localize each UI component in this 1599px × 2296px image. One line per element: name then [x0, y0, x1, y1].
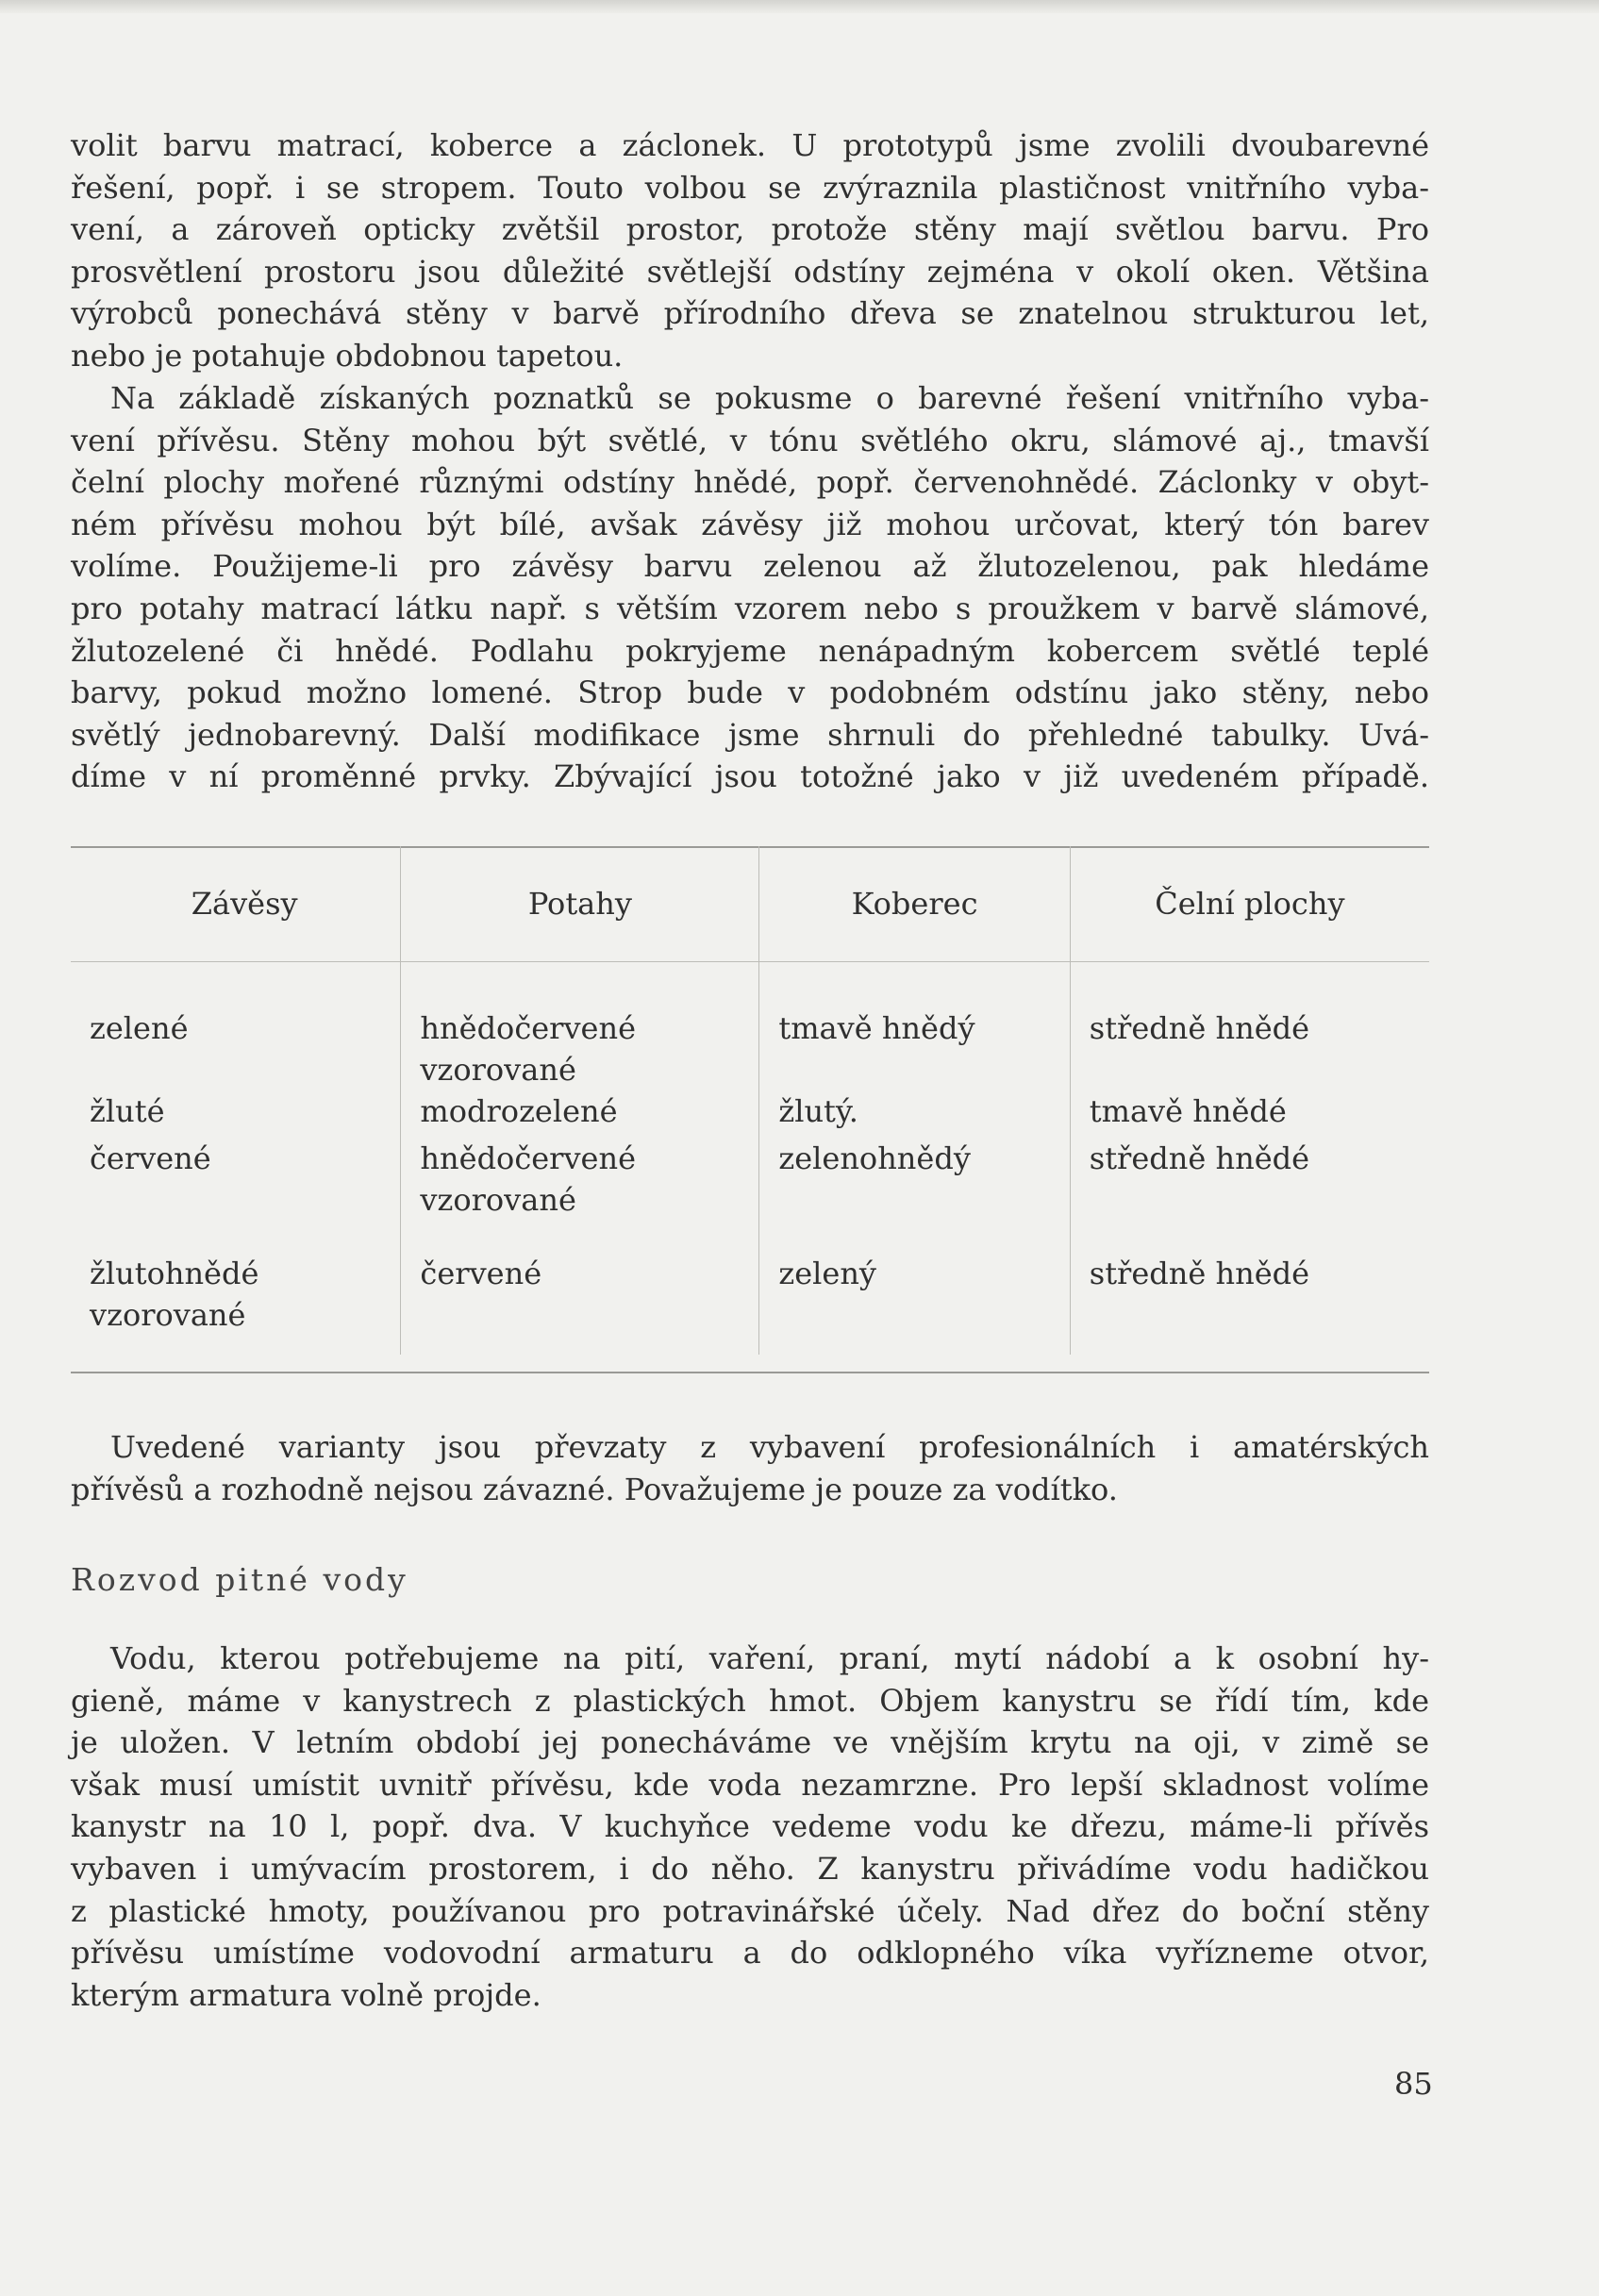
- table-cell: červené: [90, 1140, 211, 1176]
- paragraph-2: [71, 377, 1429, 798]
- table-cell: středně hnědé: [1070, 962, 1429, 1091]
- text-line: žlutozelené či hnědé. Podlahu pokryjeme nenápadným kobercem světlé teplé: [71, 632, 1429, 669]
- scan-top-edge: [0, 0, 1599, 13]
- text-line: čelní plochy mořené různými odstíny hnědé, popř. červenohnědé. Záclonky v obyt-: [71, 464, 1429, 501]
- text-line: volit barvu matrací, koberce a záclonek. U prototypů jsme zvolili dvoubarevné: [71, 127, 1429, 163]
- table-row: [71, 1090, 1429, 1138]
- text-line: pro potahy matrací látku např. s větším vzorem nebo s proužkem v barvě slámové,: [71, 590, 1429, 626]
- text-line: však musí umístit uvnitř přívěsu, kde voda nezamrzne. Pro lepší skladnost volíme: [71, 1766, 1429, 1803]
- text-line: ném přívěsu mohou být bílé, avšak závěsy již mohou určovat, který tón barev: [71, 506, 1429, 542]
- table-row: [71, 962, 1429, 1091]
- text-line: Vodu, kterou potřebujeme na pití, vaření, praní, mytí nádobí a k osobní hy-: [110, 1640, 1429, 1676]
- paragraph-3: [71, 1426, 1429, 1510]
- text-line: kanystr na 10 l, popř. dva. V kuchyňce vedeme vodu ke dřezu, máme-li přívěs: [71, 1808, 1429, 1845]
- column-header-celni-plochy: Čelní plochy: [1070, 846, 1429, 962]
- text-line: kterým armatura volně projde.: [71, 1976, 541, 2013]
- table-cell: hnědočervené vzorované: [401, 962, 759, 1091]
- text-line: světlý jednobarevný. Další modifikace jsme shrnuli do přehledné tabulky. Uvá-: [71, 716, 1429, 753]
- table-cell: žlutý.: [759, 1090, 1070, 1138]
- text-line: Uvedené varianty jsou převzaty z vybavení profesionálních i amatérských: [110, 1429, 1429, 1465]
- color-variants-table: [71, 846, 1429, 1355]
- text-line: volíme. Použijeme-li pro závěsy barvu zelenou až žlutozelenou, pak hledáme: [71, 548, 1429, 585]
- text-line: gieně, máme v kanystrech z plastických hmot. Objem kanystru se řídí tím, kde: [71, 1682, 1429, 1719]
- table-cell: žlutohnědé vzorované: [90, 1256, 259, 1333]
- table-cell: hnědočervené vzorované: [401, 1138, 759, 1253]
- section-heading: Rozvod pitné vody: [71, 1561, 408, 1598]
- text-line: vení, a zároveň opticky zvětšil prostor, protože stěny mají světlou barvu. Pro: [71, 211, 1429, 248]
- table-cell: zelené: [90, 1010, 189, 1046]
- column-header-koberec: Koberec: [759, 846, 1070, 962]
- paragraph-4: [71, 1638, 1429, 2016]
- text-line: Na základě získaných poznatků se pokusme o barevné řešení vnitřního vyba-: [110, 380, 1429, 416]
- table-row: [71, 1253, 1429, 1355]
- column-header-potahy: Potahy: [401, 846, 759, 962]
- text-line: prosvětlení prostoru jsou důležité světlejší odstíny zejména v okolí oken. Většina: [71, 253, 1429, 290]
- paragraph-1: [71, 125, 1429, 377]
- table-cell: středně hnědé: [1070, 1253, 1429, 1355]
- text-line: přívěsu umístíme vodovodní armaturu a do odklopného víka vyřízneme otvor,: [71, 1935, 1429, 1972]
- table-cell: červené: [401, 1253, 759, 1355]
- table-cell: středně hnědé: [1070, 1138, 1429, 1253]
- table-row: [71, 1138, 1429, 1253]
- table-cell: tmavě hnědý: [759, 962, 1070, 1091]
- table-cell: zelenohnědý: [759, 1138, 1070, 1253]
- text-line: vení přívěsu. Stěny mohou být světlé, v tónu světlého okru, slámové aj., tmavší: [71, 422, 1429, 458]
- page-number: 85: [1394, 2066, 1433, 2102]
- text-line: je uložen. V letním období jej ponecháváme ve vnějším krytu na oji, v zimě se: [71, 1724, 1429, 1761]
- text-line: vybaven i umývacím prostorem, i do něho. Z kanystru přivádíme vodu hadičkou: [71, 1850, 1429, 1887]
- table-bottom-rule: [71, 1372, 1429, 1373]
- text-line: řešení, popř. i se stropem. Touto volbou se zvýraznila plastičnost vnitřního vyba-: [71, 169, 1429, 206]
- text-line: přívěsů a rozhodně nejsou závazné. Považujeme je pouze za vodítko.: [71, 1471, 1118, 1507]
- text-line: barvy, pokud možno lomené. Strop bude v podobném odstínu jako stěny, nebo: [71, 674, 1429, 711]
- table-header-row: [71, 846, 1429, 962]
- table-cell: žluté: [90, 1093, 165, 1129]
- table-cell: modrozelené: [401, 1090, 759, 1138]
- text-line: nebo je potahuje obdobnou tapetou.: [71, 337, 624, 374]
- text-line: z plastické hmoty, používanou pro potravinářské účely. Nad dřez do boční stěny: [71, 1892, 1429, 1929]
- text-line: výrobců ponechává stěny v barvě přírodního dřeva se znatelnou strukturou let,: [71, 295, 1429, 332]
- table-cell: tmavě hnědé: [1070, 1090, 1429, 1138]
- column-header-zavesy: Závěsy: [71, 846, 401, 962]
- text-line: díme v ní proměnné prvky. Zbývající jsou totožné jako v již uvedeném případě.: [71, 758, 1429, 795]
- table-cell: zelený: [759, 1253, 1070, 1355]
